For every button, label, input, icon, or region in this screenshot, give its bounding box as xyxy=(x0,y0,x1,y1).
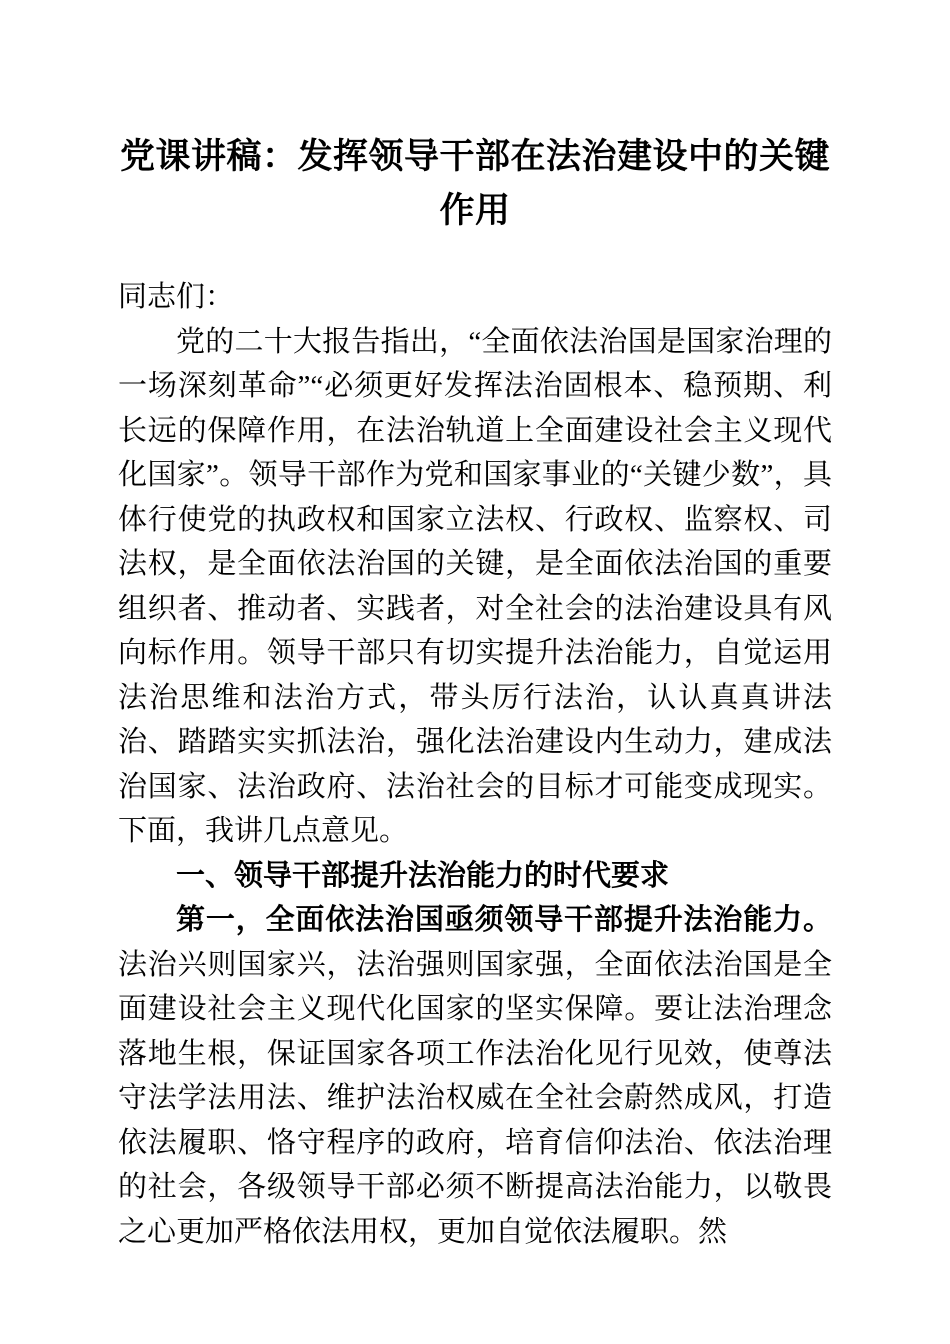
section-1-heading: 一、领导干部提升法治能力的时代要求 xyxy=(176,859,670,892)
document-title: 党课讲稿：发挥领导干部在法治建设中的关键作用 xyxy=(119,137,830,230)
section-1-paragraph xyxy=(118,898,832,1254)
section-1-lead-sentence: 第一，全面依法治国亟须领导干部提升法治能力。 xyxy=(176,904,832,936)
section-1-body-text: 法治兴则国家兴，法治强则国家强，全面依法治国是全面建设社会主义现代化国家的坚实保障。要让法治理念落地生根，保证国家各项工作法治化见行见效，使尊法守法学法用法、维护法治权威在全社会蔚然成风，打造依法履职、恪守程序的政府，培育信仰法治、依法治理的社会，各级领导干部必须不断提高法治能力，以敬畏之心更加严格依法用权，更加自觉依法履职。然 xyxy=(118,948,832,1248)
document-body xyxy=(118,275,832,1254)
intro-paragraph: 党的二十大报告指出，“全面依法治国是国家治理的一场深刻革命”“必须更好发挥法治固根本、稳预期、利长远的保障作用，在法治轨道上全面建设社会主义现代化国家”。领导干部作为党和国家事业的“关键少数”，具体行使党的执政权和国家立法权、行政权、监察权、司法权，是全面依法治国的关键，是全面依法治国的重要组织者、推动者、实践者，对全社会的法治建设具有风向标作用。领导干部只有切实提升法治能力，自觉运用法治思维和法治方式，带头厉行法治，认认真真讲法治、踏踏实实抓法治，强化法治建设内生动力，建成法治国家、法治政府、法治社会的目标才可能变成现实。下面，我讲几点意见。 xyxy=(118,325,832,847)
salutation: 同志们： xyxy=(118,281,235,313)
